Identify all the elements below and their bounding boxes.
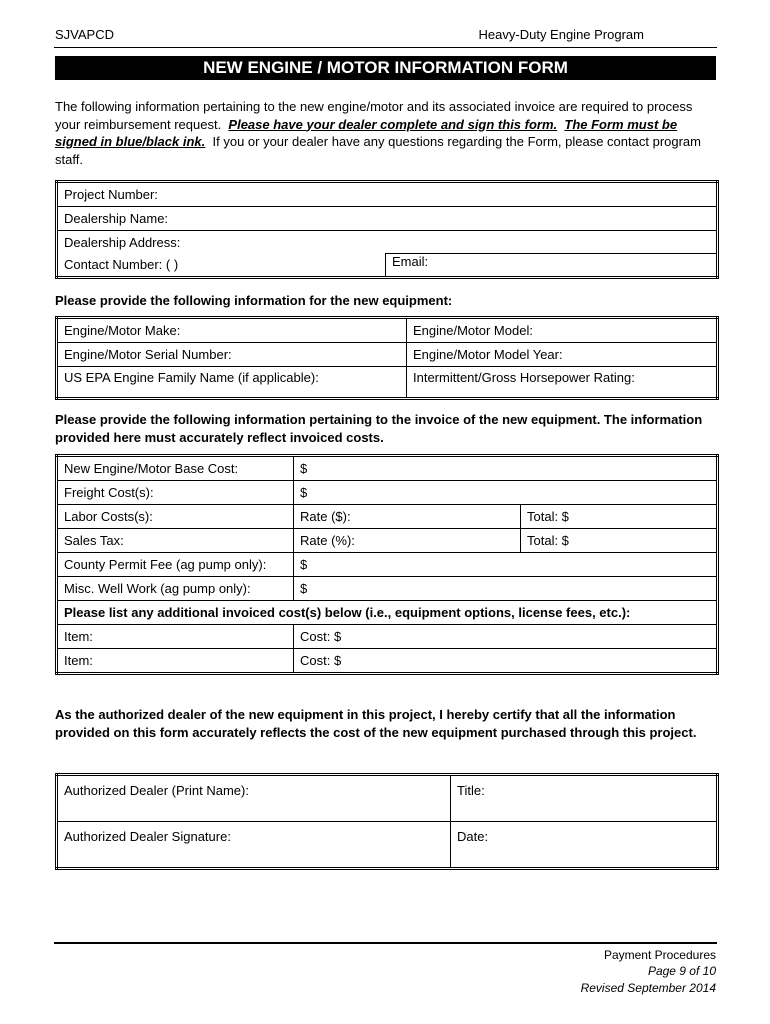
invoice-heading: Please provide the following information pertaining to the invoice of the new equipment. The information provided here must accurately reflect invoiced costs. [55,412,703,445]
freight-cost-label: Freight Cost(s): [57,481,294,505]
header-agency: SJVAPCD [55,27,114,42]
sales-tax-total-field[interactable]: Total: $ [521,529,718,553]
base-cost-label: New Engine/Motor Base Cost: [57,456,294,481]
base-cost-field[interactable]: $ [294,456,718,481]
intro-paragraph [55,98,717,168]
labor-total-field[interactable]: Total: $ [521,505,718,529]
dealer-info-table [55,180,719,279]
well-work-label: Misc. Well Work (ag pump only): [57,577,294,601]
intro-text-2: If you or your dealer have any questions regarding the Form, please contact program staff. [55,134,701,167]
intro-emphasis-1: Please have your dealer complete and sign this form. [228,116,558,132]
dealer-title-field[interactable]: Title: [451,775,718,822]
engine-make-field[interactable]: Engine/Motor Make: [57,318,407,343]
dealer-signature-field[interactable]: Authorized Dealer Signature: [57,822,451,869]
dealer-print-name-field[interactable]: Authorized Dealer (Print Name): [57,775,451,822]
item-1-field[interactable]: Item: [57,625,294,649]
contact-number-field[interactable]: Contact Number: ( ) [57,254,386,278]
intro-text-1: The following information pertaining to the new engine/motor and its associated invoice are required to process your reimbursement request. [55,99,693,132]
signature-date-field[interactable]: Date: [451,822,718,869]
labor-rate-field[interactable]: Rate ($): [294,505,521,529]
certification-statement: As the authorized dealer of the new equipment in this project, I hereby certify that all the information provided on this form accurately reflects the cost of the new equipment purchased through this project. [55,707,697,740]
footer-revision: Revised September 2014 [580,981,716,995]
email-field[interactable]: Email: [386,254,718,278]
horsepower-field[interactable]: Intermittent/Gross Horsepower Rating: [407,367,718,399]
item-2-cost-field[interactable]: Cost: $ [294,649,718,674]
header-program: Heavy-Duty Engine Program [478,27,644,42]
engine-model-field[interactable]: Engine/Motor Model: [407,318,718,343]
form-title: NEW ENGINE / MOTOR INFORMATION FORM [55,56,716,80]
dealership-address-field[interactable]: Dealership Address: [57,231,718,254]
project-number-field[interactable]: Project Number: [57,182,718,207]
additional-costs-heading: Please list any additional invoiced cost(s) below (i.e., equipment options, license fees, etc.): [57,601,718,625]
header-rule [54,47,717,48]
permit-fee-label: County Permit Fee (ag pump only): [57,553,294,577]
sales-tax-label: Sales Tax: [57,529,294,553]
dealership-name-field[interactable]: Dealership Name: [57,207,718,231]
footer-section: Payment Procedures [603,948,716,962]
item-2-field[interactable]: Item: [57,649,294,674]
footer-page-number: Page 9 of 10 [647,964,716,978]
engine-serial-field[interactable]: Engine/Motor Serial Number: [57,343,407,367]
footer-rule [54,942,717,944]
permit-fee-field[interactable]: $ [294,553,718,577]
labor-cost-label: Labor Costs(s): [57,505,294,529]
engine-model-year-field[interactable]: Engine/Motor Model Year: [407,343,718,367]
epa-family-field[interactable]: US EPA Engine Family Name (if applicable): [57,367,407,399]
well-work-field[interactable]: $ [294,577,718,601]
sales-tax-rate-field[interactable]: Rate (%): [294,529,521,553]
equipment-table [55,316,719,400]
invoice-table [55,454,719,675]
equipment-heading: Please provide the following information for the new equipment: [55,293,453,308]
freight-cost-field[interactable]: $ [294,481,718,505]
item-1-cost-field[interactable]: Cost: $ [294,625,718,649]
signature-table [55,773,719,870]
intro-emphasis-2: The Form must be signed in blue/black ink. [55,116,678,149]
